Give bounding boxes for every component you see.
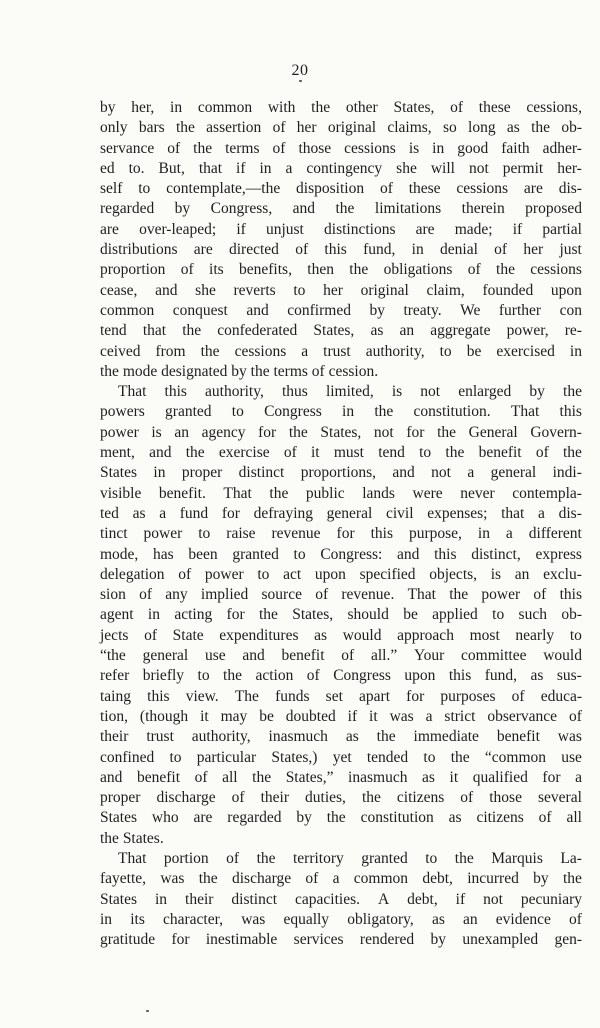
text-line: and benefit of all the States,” inasmuch as it qualified for a [100,768,582,786]
text-line: self to contemplate,—the disposition of these cessions are dis- [100,180,582,198]
text-line: ceived from the cessions a trust authority, to be exercised in [100,342,582,360]
text-line: the mode designated by the terms of cession. [100,362,379,380]
text-line: proportion of its benefits, then the obligations of the cessions [100,261,582,279]
page-number: 20 [291,62,309,79]
text-line: confined to particular States,) yet tended to the “common use [100,748,582,766]
text-line: States in their distinct capacities. A debt, if not pecuniary [100,890,582,908]
text-line: tion, (though it may be doubted if it was a strict observance of [100,707,582,725]
text-line: refer briefly to the action of Congress upon this fund, as sus- [100,667,582,685]
text-line: visible benefit. That the public lands were never contempla- [100,484,582,502]
text-line: agent in acting for the States, should be applied to such ob- [100,606,582,624]
text-line: States who are regarded by the constitution as citizens of all [100,809,582,827]
text-line: ted as a fund for defraying general civil expenses; that a dis- [100,504,582,522]
text-line: gratitude for inestimable services rendered by unexampled gen- [100,931,582,949]
text-line: “the general use and benefit of all.” Your committee would [100,647,582,665]
text-line: cease, and she reverts to her original claim, founded upon [100,281,582,299]
text-line: That portion of the territory granted to the Marquis La- [118,849,582,867]
text-line: taing this view. The funds set apart for purposes of educa- [100,687,582,705]
text-line: proper discharge of their duties, the citizens of those several [100,789,582,807]
text-line: common conquest and confirmed by treaty. We further con [100,301,582,319]
text-line: by her, in common with the other States, of these cessions, [100,99,582,116]
text-line: in its character, was equally obligatory, as an evidence of [100,910,582,928]
text-line: are over-leaped; if unjust distinctions are made; if partial [100,220,582,238]
text-line: their trust authority, inasmuch as the immediate benefit was [100,728,582,746]
text-line: powers granted to Congress in the constitution. That this [100,403,582,421]
text-line: tend that the confederated States, as an aggregate power, re- [100,322,582,340]
text-line: ment, and the exercise of it must tend to the benefit of the [100,444,582,462]
text-line: servance of the terms of those cessions is in good faith adher- [100,139,582,157]
text-line: delegation of power to act upon specified objects, is an exclu- [100,565,582,583]
text-line: distributions are directed of this fund, in denial of her just [100,241,582,259]
text-line: power is an agency for the States, not for the General Govern- [100,423,582,441]
text-line: jects of State expenditures as would approach most nearly to [100,626,582,644]
text-line: That this authority, thus limited, is not enlarged by the [118,383,582,401]
stray-mark [146,1010,149,1012]
text-line: States in proper distinct proportions, and not a general indi- [100,464,582,482]
text-line: ed to. But, that if in a contingency she will not permit her- [100,159,582,177]
text-line: only bars the assertion of her original claims, so long as the ob- [100,119,582,137]
text-line: sion of any implied source of revenue. That the power of this [100,586,582,604]
text-line: mode, has been granted to Congress: and this distinct, express [100,545,582,563]
body-text [100,98,582,950]
stray-mark [299,80,302,82]
text-line: tinct power to raise revenue for this purpose, in a different [100,525,582,543]
text-line: fayette, was the discharge of a common debt, incurred by the [100,870,582,888]
text-line: regarded by Congress, and the limitations therein proposed [100,200,582,218]
text-line: the States. [100,829,164,847]
